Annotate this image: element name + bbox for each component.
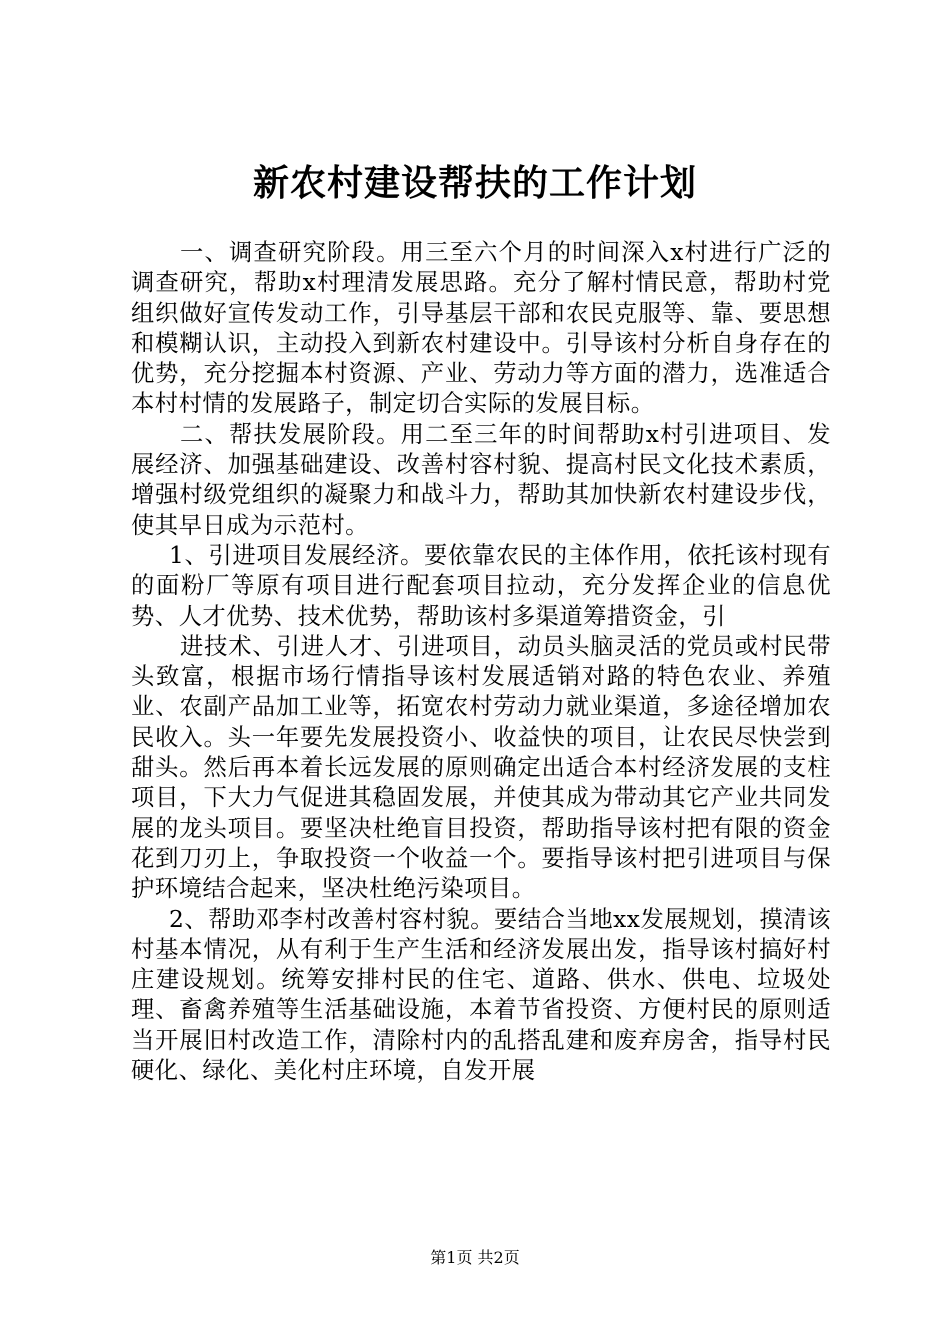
document-body xyxy=(131,238,831,1086)
paragraph-introduce-projects-continued: 进技术、引进人才、引进项目，动员头脑灵活的党员或村民带头致富，根据市场行情指导该村发展适销对路的特色农业、养殖业、农副产品加工业等，拓宽农村劳动力就业渠道，多途径增加农民收入。头一年要先发展投资小、收益快的项目，让农民尽快尝到甜头。然后再本着长远发展的原则确定出适合本村经济发展的支柱项目，下大力气促进其稳固发展，并使其成为带动其它产业共同发展的龙头项目。要坚决杜绝盲目投资，帮助指导该村把有限的资金花到刀刃上，争取投资一个收益一个。要指导该村把引进项目与保护环境结合起来，坚决杜绝污染项目。 xyxy=(131,632,831,903)
paragraph-survey-stage: 一、调查研究阶段。用三至六个月的时间深入x村进行广泛的调查研究，帮助x村理清发展思路。充分了解村情民意，帮助村党组织做好宣传发动工作，引导基层干部和农民克服等、靠、要思想和模糊认识，主动投入到新农村建设中。引导该村分析自身存在的优势，充分挖掘本村资源、产业、劳动力等方面的潜力，选准适合本村村情的发展路子，制定切合实际的发展目标。 xyxy=(131,239,831,418)
paragraph-village-appearance: 2、帮助邓李村改善村容村貌。要结合当地xx发展规划，摸清该村基本情况，从有利于生产生活和经济发展出发，指导该村搞好村庄建设规划。统筹安排村民的住宅、道路、供水、供电、垃圾处理、畜禽养殖等生活基础设施，本着节省投资、方便村民的原则适当开展旧村改造工作，清除村内的乱搭乱建和废弃房舍，指导村民硬化、绿化、美化村庄环境，自发开展 xyxy=(131,905,831,1085)
page-number-footer: 第1页 共2页 xyxy=(430,1248,520,1267)
paragraph-introduce-projects: 1、引进项目发展经济。要依靠农民的主体作用，依托该村现有的面粉厂等原有项目进行配套项目拉动，充分发挥企业的信息优势、人才优势、技术优势，帮助该村多渠道筹措资金，引 xyxy=(131,541,831,630)
paragraph-assistance-stage: 二、帮扶发展阶段。用二至三年的时间帮助x村引进项目、发展经济、加强基础建设、改善村容村貌、提高村民文化技术素质，增强村级党组织的凝聚力和战斗力，帮助其加快新农村建设步伐，使其早日成为示范村。 xyxy=(131,420,831,539)
document-title: 新农村建设帮扶的工作计划 xyxy=(252,162,697,204)
